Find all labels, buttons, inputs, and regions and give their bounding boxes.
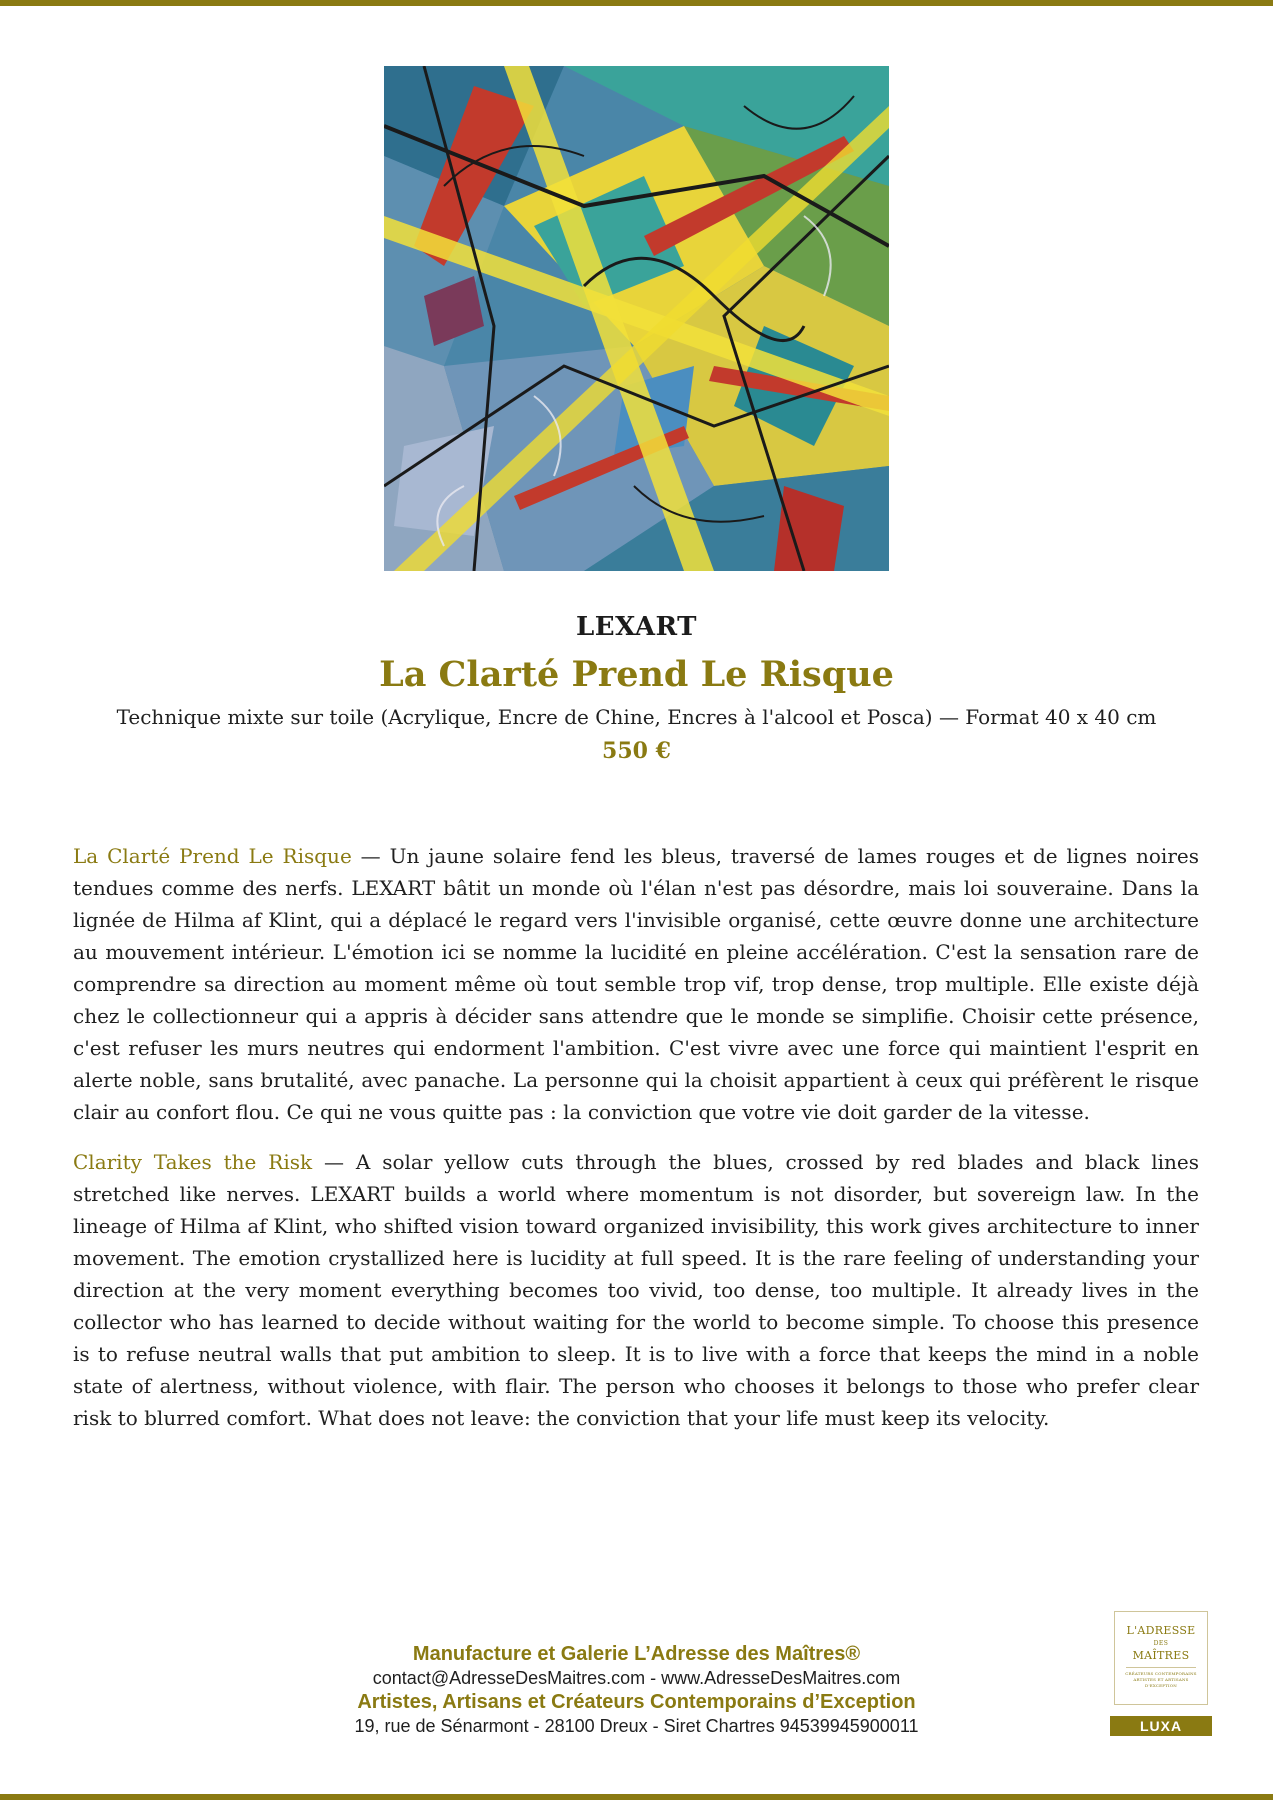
logo-line-2: DES: [1153, 1640, 1169, 1647]
artwork-title: La Clarté Prend Le Risque: [379, 654, 894, 695]
luxa-badge: LUXA: [1110, 1716, 1212, 1736]
description-english-text: — A solar yellow cuts through the blues, crossed by red blades and black lines stretched like nerves. LEXART builds a world where momentum is not disorder, but sovereign law. In the lineage of Hilma af Klint, who shifted vision toward organized invisibility, this work gives architecture to inner movement. The emotion crystallized here is lucidity at full speed. It is the rare feeling of understanding your direction at the very moment everything becomes too vivid, too dense, too multiple. It already lives in the collector who has learned to decide without waiting for the world to become simple. To choose this presence is to refuse neutral walls that put ambition to sleep. It is to live with a force that keeps the mind in a noble state of alertness, without violence, with flair. The person who chooses it belongs to those who prefer clear risk to blurred comfort. What does not leave: the conviction that your life must keep its velocity.: [73, 1150, 1199, 1430]
bottom-border: [0, 1794, 1273, 1800]
footer: [0, 1642, 1273, 1738]
footer-contact: contact@AdresseDesMaitres.com - www.AdresseDesMaitres.com: [372, 1668, 901, 1688]
description-french-lead: La Clarté Prend Le Risque: [73, 844, 352, 868]
logo-divider: [1126, 1667, 1196, 1668]
description-english-lead: Clarity Takes the Risk: [73, 1150, 313, 1174]
logo-line-3: MAÎTRES: [1132, 1649, 1190, 1662]
top-border: [0, 0, 1273, 6]
footer-address: 19, rue de Sénarmont - 28100 Dreux - Siret Chartres 94539945900011: [354, 1716, 919, 1736]
logo-line-4: CRÉATEURS CONTEMPORAINS ARTISTES ET ARTISANS D'EXCEPTION: [1125, 1671, 1197, 1688]
gallery-logo: [1114, 1611, 1208, 1705]
description-english: [73, 1146, 1199, 1434]
footer-company: Manufacture et Galerie L’Adresse des Maîtres®: [412, 1643, 861, 1665]
description-french-text: — Un jaune solaire fend les bleus, traversé de lames rouges et de lignes noires tendues comme des nerfs. LEXART bâtit un monde où l'élan n'est pas désordre, mais loi souveraine. Dans la lignée de Hilma af Klint, qui a déplacé le regard vers l'invisible organisé, cette œuvre donne une architecture au mouvement intérieur. L'émotion ici se nomme la lucidité en pleine accélération. C'est la sensation rare de comprendre sa direction au moment même où tout semble trop vif, trop dense, trop multiple. Elle existe déjà chez le collectionneur qui a appris à décider sans attendre que le monde se simplifie. Choisir cette présence, c'est refuser les murs neutres qui endorment l'ambition. C'est vivre avec une force qui maintient l'esprit en alerte noble, sans brutalité, avec panache. La personne qui la choisit appartient à ceux qui préfèrent le risque clair au confort flou. Ce qui ne vous quitte pas : la conviction que votre vie doit garder de la vitesse.: [73, 844, 1199, 1124]
artwork-image: [384, 66, 889, 571]
logo-line-1: L'ADRESSE: [1126, 1624, 1196, 1637]
footer-tagline: Artistes, Artisans et Créateurs Contemporains d’Exception: [357, 1691, 916, 1713]
abstract-painting-icon: [384, 66, 889, 571]
artwork-technique: Technique mixte sur toile (Acrylique, Encre de Chine, Encres à l'alcool et Posca) — Format 40 x 40 cm: [116, 705, 1157, 729]
artwork-price: 550 €: [602, 738, 671, 764]
artist-name: LEXART: [575, 612, 697, 642]
description-french: [73, 840, 1199, 1128]
